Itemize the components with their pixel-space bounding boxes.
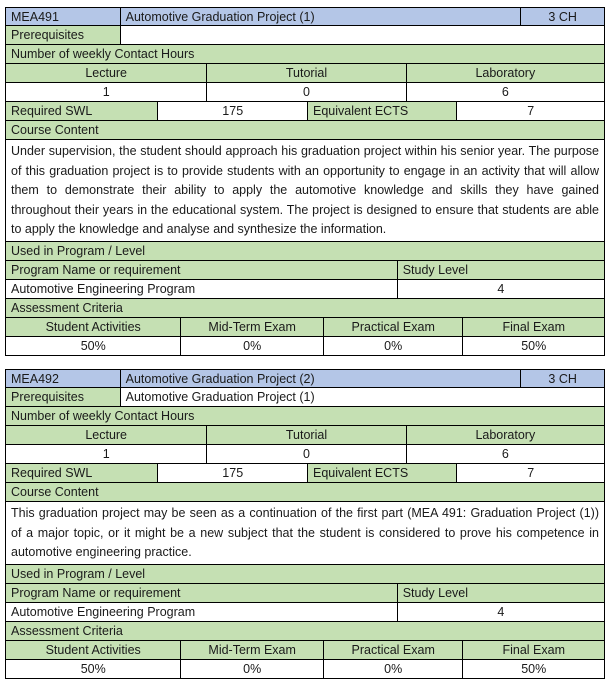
assessment-criteria-label: Assessment Criteria [6, 622, 604, 640]
student-activities-value: 50% [6, 660, 180, 678]
prerequisites-value: Automotive Graduation Project (1) [120, 388, 604, 406]
course-header-row [5, 369, 605, 388]
prerequisites-label: Prerequisites [6, 388, 120, 406]
study-level-header: Study Level [397, 584, 604, 602]
lecture-header: Lecture [6, 64, 206, 82]
program-value-row [5, 603, 605, 622]
lecture-header: Lecture [6, 426, 206, 444]
credit-hours: 3 CH [520, 370, 604, 387]
program-name-header: Program Name or requirement [6, 261, 397, 279]
tutorial-header: Tutorial [206, 426, 405, 444]
content-label-row [5, 483, 605, 502]
midterm-exam-value: 0% [180, 337, 323, 355]
assessment-header-row [5, 318, 605, 337]
final-exam-value: 50% [462, 660, 604, 678]
laboratory-header: Laboratory [406, 64, 604, 82]
course-card-mea491 [5, 7, 605, 356]
final-exam-header: Final Exam [462, 641, 604, 659]
course-content-label: Course Content [6, 483, 604, 501]
program-label-row [5, 565, 605, 584]
program-name-value: Automotive Engineering Program [6, 603, 397, 621]
course-card-mea492 [5, 369, 605, 679]
credit-hours: 3 CH [520, 8, 604, 25]
practical-exam-value: 0% [323, 660, 463, 678]
program-name-value: Automotive Engineering Program [6, 280, 397, 298]
contact-hours-header-row [5, 426, 605, 445]
course-content-text: This graduation project may be seen as a continuation of the first part (MEA 491: Graduation Project (1)) of a major topic, or it might be a new subject that the student is considered to prove his competence in automotive engineering practice. [6, 502, 604, 564]
assessment-value-row [5, 337, 605, 356]
midterm-exam-header: Mid-Term Exam [180, 641, 323, 659]
program-header-row [5, 261, 605, 280]
laboratory-value: 6 [406, 445, 604, 463]
content-text-row [5, 502, 605, 565]
ects-value: 7 [456, 464, 604, 482]
contact-hours-value-row [5, 83, 605, 102]
contact-hours-label: Number of weekly Contact Hours [6, 45, 604, 63]
prerequisites-value [120, 26, 604, 44]
ects-value: 7 [456, 102, 604, 120]
lecture-value: 1 [6, 445, 206, 463]
assessment-label-row [5, 622, 605, 641]
program-name-header: Program Name or requirement [6, 584, 397, 602]
swl-ects-row [5, 464, 605, 483]
swl-value: 175 [157, 102, 307, 120]
course-title: Automotive Graduation Project (2) [120, 370, 521, 387]
laboratory-header: Laboratory [406, 426, 604, 444]
practical-exam-value: 0% [323, 337, 463, 355]
study-level-header: Study Level [397, 261, 604, 279]
prerequisites-label: Prerequisites [6, 26, 120, 44]
course-code: MEA492 [6, 370, 120, 387]
final-exam-value: 50% [462, 337, 604, 355]
program-value-row [5, 280, 605, 299]
tutorial-value: 0 [206, 83, 405, 101]
contact-hours-label: Number of weekly Contact Hours [6, 407, 604, 425]
student-activities-header: Student Activities [6, 641, 180, 659]
program-level-label: Used in Program / Level [6, 242, 604, 260]
practical-exam-header: Practical Exam [323, 318, 463, 336]
prerequisites-row [5, 388, 605, 407]
tutorial-value: 0 [206, 445, 405, 463]
content-label-row [5, 121, 605, 140]
contact-hours-label-row [5, 407, 605, 426]
program-header-row [5, 584, 605, 603]
laboratory-value: 6 [406, 83, 604, 101]
course-content-text: Under supervision, the student should approach his graduation project within his senior year. The purpose of this graduation project is to provide students with an opportunity to engage in an activity that will allow them to demonstrate their ability to apply the automotive knowledge and skills they have gained throughout their years in the educational system. The project is designed to ensure that students are able to apply the knowledge and analyse and synthesize the information. [6, 140, 604, 241]
midterm-exam-value: 0% [180, 660, 323, 678]
program-level-label: Used in Program / Level [6, 565, 604, 583]
midterm-exam-header: Mid-Term Exam [180, 318, 323, 336]
program-label-row [5, 242, 605, 261]
practical-exam-header: Practical Exam [323, 641, 463, 659]
final-exam-header: Final Exam [462, 318, 604, 336]
assessment-criteria-label: Assessment Criteria [6, 299, 604, 317]
swl-label: Required SWL [6, 102, 157, 120]
tutorial-header: Tutorial [206, 64, 405, 82]
prerequisites-row [5, 26, 605, 45]
course-header-row [5, 7, 605, 26]
swl-value: 175 [157, 464, 307, 482]
student-activities-header: Student Activities [6, 318, 180, 336]
lecture-value: 1 [6, 83, 206, 101]
course-content-label: Course Content [6, 121, 604, 139]
swl-label: Required SWL [6, 464, 157, 482]
study-level-value: 4 [397, 603, 604, 621]
course-title: Automotive Graduation Project (1) [120, 8, 521, 25]
contact-hours-header-row [5, 64, 605, 83]
assessment-header-row [5, 641, 605, 660]
student-activities-value: 50% [6, 337, 180, 355]
study-level-value: 4 [397, 280, 604, 298]
assessment-label-row [5, 299, 605, 318]
contact-hours-value-row [5, 445, 605, 464]
course-code: MEA491 [6, 8, 120, 25]
content-text-row [5, 140, 605, 242]
ects-label: Equivalent ECTS [307, 464, 457, 482]
swl-ects-row [5, 102, 605, 121]
ects-label: Equivalent ECTS [307, 102, 457, 120]
contact-hours-label-row [5, 45, 605, 64]
